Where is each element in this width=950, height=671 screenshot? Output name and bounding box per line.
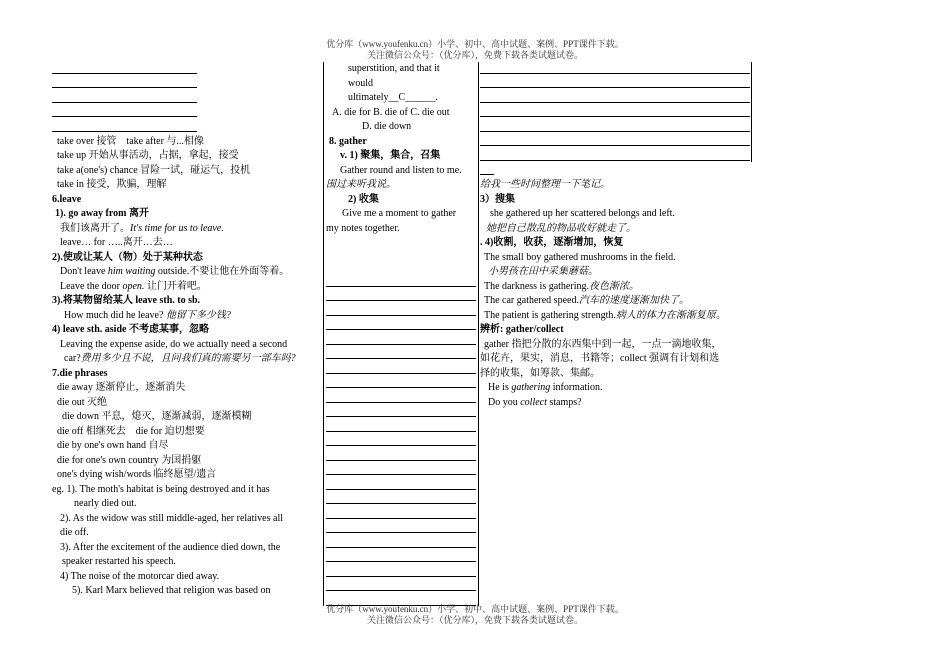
leave-meaning-3: 3).将某物留给某人 leave sth. to sb. xyxy=(52,295,201,306)
column-3 xyxy=(480,178,752,410)
header-line-2: 关注微信公众号：（优分库），免费下载各类试题试卷。 xyxy=(366,50,583,60)
gather-meaning-4: . 4)收割，收获，逐渐增加，恢复 xyxy=(480,237,624,248)
footer-line-1: 优分库（www.youfenku.cn）小学、初中、高中试题、案例、PPT课件下载。 xyxy=(326,604,624,614)
blank-line xyxy=(326,290,476,305)
phrase-die-down: die down 平息，熄灭，逐渐减弱，逐渐模糊 xyxy=(62,411,252,422)
blank-line xyxy=(52,91,197,106)
leave-meaning-4: 4) leave sth. aside 不考虑某事，忽略 xyxy=(52,324,209,335)
text-italic: 病人的体力在渐渐复原。 xyxy=(615,309,726,321)
column-2-blank-lines xyxy=(326,275,476,609)
blank-line xyxy=(326,522,476,537)
leave-example-waiting xyxy=(52,265,324,280)
text: car? xyxy=(64,353,81,364)
text: The darkness is gathering. xyxy=(484,280,589,292)
page-header xyxy=(0,39,950,61)
blank-line xyxy=(480,106,750,121)
leave-example-door xyxy=(52,280,324,295)
blank-line xyxy=(480,62,750,77)
gather-example-round: Gather round and listen to me. xyxy=(340,164,462,176)
gather-example-scattered-cn: 她把自己散乱的物品收好就走了。 xyxy=(486,222,636,234)
blank-line-short xyxy=(480,164,494,179)
gather-example-darkness xyxy=(480,280,752,295)
blank-line xyxy=(480,120,750,135)
compare-explain-3: 择的收集，如筹款、集邮。 xyxy=(480,367,600,379)
example-1b: nearly died out. xyxy=(74,498,137,509)
phrase-die-country: die for one's own country 为国捐躯 xyxy=(57,454,202,466)
answer-options-1: A. die for B. die of C. die out xyxy=(332,106,450,118)
example-4: 4) The noise of the motorcar died away. xyxy=(60,570,220,582)
text: Do you xyxy=(488,396,521,408)
phrase-die-out: die out 灭绝 xyxy=(57,396,107,408)
blank-line xyxy=(480,149,750,164)
example-2b: die off. xyxy=(60,527,89,538)
text-italic: open. xyxy=(122,280,145,292)
blank-line xyxy=(52,77,197,92)
text-italic: him waiting xyxy=(107,266,156,277)
blank-line xyxy=(326,507,476,522)
section-title-gather: 8. gather xyxy=(329,135,367,147)
compare-example-gather xyxy=(480,381,752,396)
example-5: 5). Karl Marx believed that religion was based on xyxy=(72,585,271,596)
blank-line xyxy=(326,493,476,508)
text: outside.不要让他在外面等着。 xyxy=(155,266,290,277)
leave-example-1 xyxy=(52,222,324,237)
blank-line xyxy=(326,536,476,551)
text-italic: 费用多少且不说，且问我们真的需要另一部车吗? xyxy=(80,353,296,364)
blank-line xyxy=(326,304,476,319)
gather-meaning-2: 2) 收集 xyxy=(348,193,379,205)
answer-options-2: D. die down xyxy=(362,121,412,132)
blank-line xyxy=(326,406,476,421)
blank-line xyxy=(326,377,476,392)
example-1a: eg. 1). The moth's habitat is being destroyed and it has xyxy=(52,483,270,495)
text: Leave the door xyxy=(60,280,123,292)
blank-line xyxy=(326,565,476,580)
gather-example-notes-cn: 给我一些时间整理一下笔记。 xyxy=(480,179,610,190)
blank-line xyxy=(326,478,476,493)
leave-meaning-1: 1). go away from 离开 xyxy=(55,208,149,219)
text-italic: 他留下多少钱? xyxy=(165,309,231,321)
compare-title: 辨析: gather/collect xyxy=(480,324,564,335)
compare-explain-1: gather 指把分散的东西集中到一起，一点一滴地收集， xyxy=(484,338,722,350)
phrase-die-by: die by one's own hand 自尽 xyxy=(57,440,169,451)
column-2 xyxy=(326,62,476,236)
ultimately-line: ultimately__C______. xyxy=(348,92,438,103)
text-italic: gathering xyxy=(511,382,551,393)
blank-line xyxy=(52,62,197,77)
gather-example-strength xyxy=(480,309,752,324)
leave-meaning-2: 2).使或让某人（物）处于某种状态 xyxy=(52,251,203,263)
phrase-take-up: take up 开始从事活动，占据，拿起，接受 xyxy=(57,150,239,161)
gather-meaning-3: 3）搜集 xyxy=(480,193,515,205)
blank-line xyxy=(326,435,476,450)
section-title-die: 7.die phrases xyxy=(52,367,108,379)
blank-line xyxy=(326,391,476,406)
example-3a: 3). After the excitement of the audience died down, the xyxy=(60,541,281,553)
blank-line xyxy=(326,362,476,377)
text: stamps? xyxy=(546,396,582,408)
text-italic: 汽车的速度逐渐加快了。 xyxy=(578,295,689,306)
gather-example-moment-1: Give me a moment to gather xyxy=(342,208,457,219)
column-divider-right xyxy=(751,62,752,162)
leave-example-expense-2 xyxy=(52,352,324,367)
gather-example-speed xyxy=(480,294,752,309)
phrase-take-chance: take a(one's) chance 冒险一试，碰运气，投机 xyxy=(57,164,251,176)
text: Don't leave xyxy=(60,266,108,277)
blank-line xyxy=(326,420,476,435)
text: The car gathered speed. xyxy=(484,295,579,306)
blank-line xyxy=(480,91,750,106)
blank-line xyxy=(326,319,476,334)
blank-line xyxy=(480,135,750,150)
blank-line xyxy=(480,77,750,92)
phrase-die-away: die away 逐渐停止，逐渐消失 xyxy=(57,382,186,393)
phrase-take-over: take over 接管 take after 与...相像 xyxy=(57,135,204,147)
text: How much did he leave? xyxy=(64,309,166,321)
text: information. xyxy=(550,382,603,393)
column-divider-middle xyxy=(478,62,479,606)
phrase-take-in: take in 接受，欺骗，理解 xyxy=(57,179,167,190)
leave-example-how-much xyxy=(52,309,324,324)
phrase-dying-wish: one's dying wish/words 临终愿望/遗言 xyxy=(57,469,217,480)
gather-example-moment-2: my notes together. xyxy=(326,222,400,234)
section-title-leave: 6.leave xyxy=(52,193,82,205)
blank-line xyxy=(326,551,476,566)
blank-line xyxy=(52,106,197,121)
gather-meaning-1: v. 1) 聚集，集合，召集 xyxy=(340,150,441,161)
leave-example-expense-1: Leaving the expense aside, do we actually need a second xyxy=(60,338,288,350)
column-1 xyxy=(52,62,324,599)
text: The patient is gathering strength. xyxy=(484,309,616,321)
blank-line xyxy=(326,275,476,290)
text: He is xyxy=(488,382,512,393)
blank-line xyxy=(326,580,476,595)
blank-line xyxy=(326,333,476,348)
page-footer xyxy=(0,604,950,626)
compare-example-collect xyxy=(480,396,752,411)
text-italic: collect xyxy=(520,396,547,408)
blank-line xyxy=(326,348,476,363)
footer-line-2: 关注微信公众号：（优分库），免费下载各类试题试卷。 xyxy=(366,615,583,625)
phrase-die-off: die off 相继死去 die for 迫切想要 xyxy=(57,425,205,437)
column-3-blank-lines xyxy=(480,62,750,178)
gather-example-round-cn: 围过来听我说。 xyxy=(326,179,396,190)
text-italic: 夜色渐浓。 xyxy=(588,280,639,292)
blank-line xyxy=(52,120,197,135)
example-3b: speaker restarted his speech. xyxy=(62,556,176,567)
superstition-line: superstition, and that it xyxy=(348,63,440,74)
blank-line xyxy=(326,449,476,464)
text: 让门开着吧。 xyxy=(144,280,207,292)
example-cn: 我们该离开了。 xyxy=(60,222,130,234)
compare-explain-2: 如花卉，果实，消息，书籍等；collect 强调有计划和选 xyxy=(480,353,720,364)
leave-for: leave… for …..离开…去… xyxy=(60,237,173,248)
header-line-1: 优分库（www.youfenku.cn）小学、初中、高中试题、案例、PPT课件下载。 xyxy=(326,39,624,49)
would-line: would xyxy=(348,77,373,89)
blank-line xyxy=(326,464,476,479)
gather-example-mushrooms: The small boy gathered mushrooms in the field. xyxy=(484,251,676,263)
example-2a: 2). As the widow was still middle-aged, her relatives all xyxy=(60,512,284,524)
gather-example-mushrooms-cn: 小男孩在田中采集蘑菇。 xyxy=(488,266,598,277)
example-en: It's time for us to leave. xyxy=(130,222,224,234)
gather-example-scattered: she gathered up her scattered belongs and left. xyxy=(490,208,675,219)
